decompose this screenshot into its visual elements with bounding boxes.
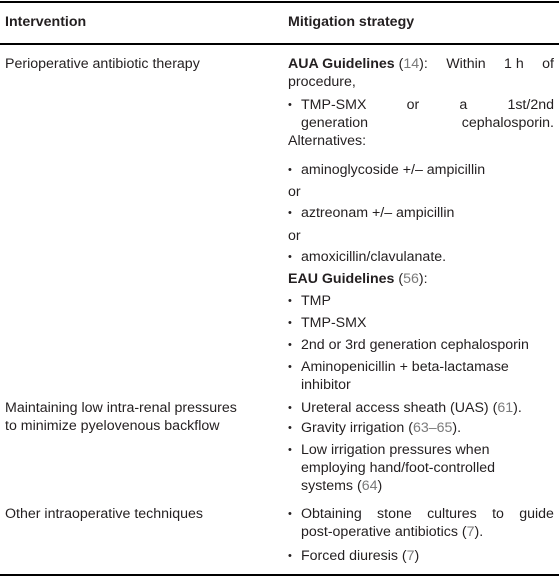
eau-ref-close: ): bbox=[418, 271, 428, 287]
text: ). bbox=[474, 524, 484, 540]
bullet-marker: • bbox=[288, 339, 292, 351]
intervention-other: Other intraoperative techniques bbox=[5, 506, 203, 522]
word: stone bbox=[377, 506, 412, 522]
bullet-marker: • bbox=[288, 99, 292, 111]
bullet-marker: • bbox=[288, 422, 292, 434]
header-rule bbox=[0, 43, 559, 45]
text: ) bbox=[377, 478, 383, 494]
header-mitigation-strategy: Mitigation strategy bbox=[288, 14, 415, 30]
aua-alt-1: aminoglycoside +/– ampicillin bbox=[301, 162, 486, 178]
aua-bullet-1-line-1 bbox=[301, 97, 554, 114]
eau-item-4-cont: inhibitor bbox=[301, 377, 351, 393]
word: 1st/2nd bbox=[507, 97, 554, 113]
aua-or-1: or bbox=[288, 184, 301, 200]
pressure-item-1 bbox=[301, 400, 522, 417]
ref: 63–65 bbox=[412, 420, 453, 436]
text: ). bbox=[513, 400, 522, 416]
bullet-marker: • bbox=[288, 251, 292, 263]
word: or bbox=[406, 97, 420, 113]
aua-ref-open: ( bbox=[394, 56, 404, 72]
word: cultures bbox=[427, 506, 477, 522]
bullet-marker: • bbox=[288, 402, 292, 414]
text: Forced diuresis ( bbox=[301, 548, 407, 564]
eau-item-4: Aminopenicillin + beta-lactamase bbox=[301, 359, 509, 375]
eau-heading bbox=[288, 271, 428, 288]
word: to bbox=[492, 506, 504, 522]
word: generation bbox=[301, 115, 369, 131]
aua-alt-2: aztreonam +/– ampicillin bbox=[301, 205, 455, 221]
bullet-marker: • bbox=[288, 361, 292, 373]
text: ). bbox=[452, 420, 462, 436]
aua-alternatives-label: Alternatives: bbox=[288, 133, 367, 149]
eau-item-3: 2nd or 3rd generation cephalosporin bbox=[301, 337, 529, 353]
ref: 7 bbox=[406, 548, 415, 564]
eau-item-1: TMP bbox=[301, 293, 331, 309]
aua-title: AUA Guidelines bbox=[288, 56, 395, 72]
eau-title: EAU Guidelines bbox=[288, 271, 395, 287]
pressure-item-3-line-3 bbox=[301, 478, 382, 495]
aua-or-2: or bbox=[288, 228, 301, 244]
word: Within bbox=[446, 56, 486, 72]
ref: 64 bbox=[361, 478, 378, 494]
ref: 61 bbox=[497, 400, 514, 416]
top-rule bbox=[0, 1, 559, 3]
ref: 7 bbox=[466, 524, 475, 540]
text: ) bbox=[414, 548, 420, 564]
bullet-marker: • bbox=[288, 164, 292, 176]
other-item-1-line-2 bbox=[301, 524, 483, 541]
text: post-operative antibiotics ( bbox=[301, 524, 467, 540]
pressure-item-2 bbox=[301, 420, 461, 437]
word: Obtaining bbox=[301, 506, 362, 522]
pressure-item-3-line-2: employing hand/foot-controlled bbox=[301, 460, 496, 476]
word: TMP-SMX bbox=[301, 97, 367, 113]
word: guide bbox=[519, 506, 554, 522]
text: Gravity irrigation ( bbox=[301, 420, 413, 436]
bullet-marker: • bbox=[288, 508, 292, 520]
text: Ureteral access sheath (UAS) ( bbox=[301, 400, 498, 416]
aua-alt-3: amoxicillin/clavulanate. bbox=[301, 249, 447, 265]
aua-bullet-1-line-2 bbox=[301, 115, 554, 132]
eau-item-2: TMP-SMX bbox=[301, 315, 367, 331]
word: cephalosporin. bbox=[461, 115, 554, 131]
aua-line-1 bbox=[288, 56, 554, 73]
bottom-rule bbox=[0, 574, 559, 576]
word: a bbox=[459, 97, 468, 113]
pressure-item-3-line-1: Low irrigation pressures when bbox=[301, 442, 490, 458]
text: systems ( bbox=[301, 478, 362, 494]
aua-ref-close: ): bbox=[419, 56, 428, 72]
aua-ref: 14 bbox=[403, 56, 420, 72]
intervention-pressure-line-1: Maintaining low intra-renal pressures bbox=[5, 400, 237, 416]
word: 1 h bbox=[504, 56, 524, 72]
intervention-antibiotic: Perioperative antibiotic therapy bbox=[5, 56, 200, 72]
header-intervention: Intervention bbox=[5, 14, 87, 30]
intervention-pressure-line-2: to minimize pyelovenous backflow bbox=[5, 418, 220, 434]
aua-line-2: procedure, bbox=[288, 74, 356, 90]
bullet-marker: • bbox=[288, 207, 292, 219]
bullet-marker: • bbox=[288, 550, 292, 562]
other-item-2 bbox=[301, 548, 419, 565]
word: of bbox=[542, 56, 554, 72]
other-item-1-line-1 bbox=[301, 506, 554, 523]
eau-ref: 56 bbox=[403, 271, 419, 287]
eau-ref-open: ( bbox=[394, 271, 404, 287]
bullet-marker: • bbox=[288, 317, 292, 329]
bullet-marker: • bbox=[288, 295, 292, 307]
bullet-marker: • bbox=[288, 444, 292, 456]
